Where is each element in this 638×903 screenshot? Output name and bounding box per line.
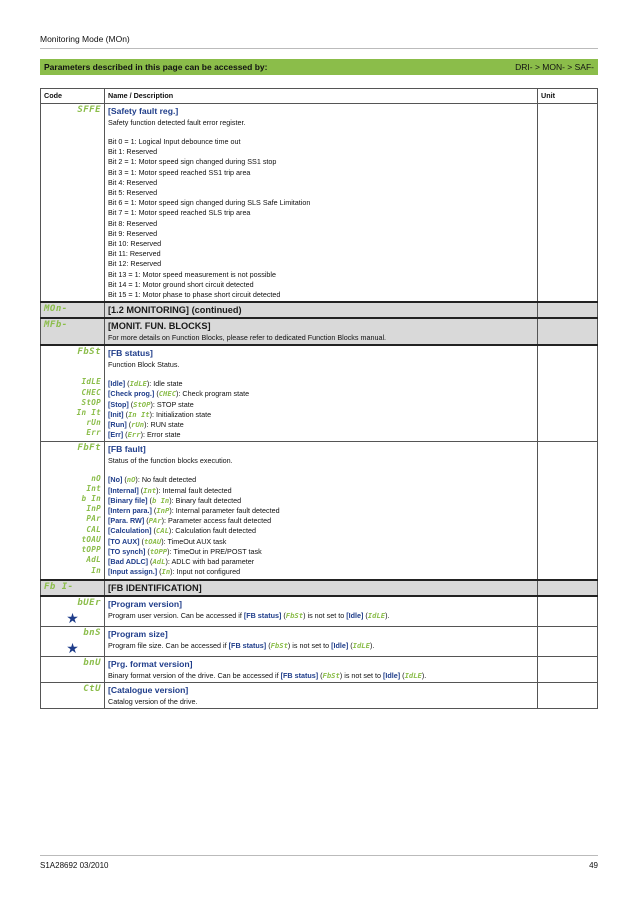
bit-line: Bit 12: Reserved [108,259,162,269]
bit-line: Bit 8: Reserved [108,218,158,228]
option-code: Int [86,483,101,493]
table-row [41,442,598,580]
section-desc: For more details on Function Blocks, please refer to dedicated Function Blocks manual. [108,333,387,343]
table-row [41,596,598,627]
section-title: [FB IDENTIFICATION] [108,582,202,593]
bit-line: Bit 13 = 1: Motor speed measurement is not possible [108,269,276,279]
option-line: [Binary file] (b In): Binary fault detected [108,495,242,505]
col-unit-header: Unit [538,89,598,104]
option-line: [Bad ADLC] (AdL): ADLC with bad parameter [108,557,255,567]
bit-line: Bit 3 = 1: Motor speed reached SS1 trip area [108,167,251,177]
param-title: [Prg. format version] [108,658,193,669]
param-desc: Program user version. Can be accessed if [FB status] (FbSt) is not set to [Idle] (IdLE). [108,610,390,620]
bit-line: Bit 10: Reserved [108,239,162,249]
option-code: tOPP [81,545,101,555]
bit-line: Bit 14 = 1: Motor ground short circuit detected [108,279,254,289]
col-name-header: Name / Description [105,89,538,104]
param-title: [FB fault] [108,444,146,455]
section-row-monitoring [41,302,598,318]
option-line: [Err] (Err): Error state [108,430,181,440]
col-code-header: Code [41,89,105,104]
option-code: tOAU [81,534,101,544]
option-code: Err [86,428,101,438]
option-line: [Input assign.] (In): Input not configured [108,567,241,577]
param-code: FbSt [77,347,101,358]
option-line: [Internal] (Int): Internal fault detected [108,485,232,495]
option-code: InP [86,504,101,514]
option-line: [Para. RW] (PAr): Parameter access fault detected [108,516,272,526]
param-desc: Safety function detected fault error register. [108,118,246,127]
bit-line: Bit 5: Reserved [108,188,158,198]
table-row [41,682,598,708]
param-desc: Status of the function blocks execution. [108,456,233,466]
option-line: [No] (nO): No fault detected [108,475,197,485]
footer-doc-ref: S1A28692 03/2010 [40,861,109,870]
param-title: [FB status] [108,348,153,359]
param-title: [Program version] [108,598,183,609]
bit-line: Bit 15 = 1: Motor phase to phase short circuit detected [108,290,281,300]
option-code: PAr [86,514,101,524]
access-label: Parameters described in this page can be accessed by: [44,62,268,72]
section-code: MFb- [44,320,68,331]
option-line: [Stop] (StOP): STOP state [108,399,194,409]
parameter-table [40,88,598,709]
param-title: [Catalogue version] [108,684,189,695]
bit-line: Bit 1: Reserved [108,147,158,157]
option-line: [Check prog.] (CHEC): Check program state [108,389,250,399]
option-line: [Calculation] (CAL): Calculation fault detected [108,526,257,536]
option-code: rUn [86,418,101,428]
param-desc: Catalog version of the drive. [108,696,198,706]
bit-line: Bit 2 = 1: Motor speed sign changed during SS1 stop [108,157,277,167]
bit-line: Bit 11: Reserved [108,249,161,259]
param-code: CtU [83,683,101,694]
option-code: CHEC [81,387,101,397]
option-line: [TO AUX] (tOAU): TimeOut AUX task [108,536,227,546]
option-code: AdL [86,555,101,565]
param-code: bnU [83,657,101,668]
param-title: [Safety fault reg.] [108,106,179,116]
section-code: MOn- [44,304,68,315]
section-title: [MONIT. FUN. BLOCKS] [108,321,211,332]
bit-line: Bit 4: Reserved [108,177,158,187]
section-continued: (continued) [191,305,242,316]
option-code: CAL [86,524,101,534]
section-row-monit-fun-blocks [41,318,598,345]
option-line: [TO synch] (tOPP): TimeOut in PRE/POST task [108,546,262,556]
bit-line: Bit 0 = 1: Logical Input debounce time out [108,137,241,146]
access-banner [40,59,598,75]
footer-page-number: 49 [589,861,598,870]
section-row-fb-identification [41,580,598,596]
param-desc: Binary format version of the drive. Can be accessed if [FB status] (FbSt) is not set to [Idle] (IdLE). [108,670,427,680]
bit-line: Bit 7 = 1: Motor speed reached SLS trip area [108,208,251,218]
option-code: In It [76,408,101,418]
table-row [41,626,598,656]
option-line: [Run] (rUn): RUN state [108,420,184,430]
table-row [41,345,598,442]
option-code: IdLE [81,377,101,387]
param-code: bUEr [77,597,101,608]
option-code: StOP [81,397,101,407]
star-icon: ★ [66,639,79,656]
param-title: [Program size] [108,628,168,639]
bit-line: Bit 9: Reserved [108,228,158,238]
param-desc: Program file size. Can be accessed if [FB status] (FbSt) is not set to [Idle] (IdLE). [108,640,375,650]
table-header-row [41,89,598,104]
section-title: [1.2 MONITORING] [108,305,189,316]
access-path: DRI- > MON- > SAF- [515,62,594,72]
param-code: bnS [83,627,101,638]
option-line: [Init] (In It): Initialization state [108,409,212,419]
table-row [41,104,598,303]
param-desc: Function Block Status. [108,360,180,370]
option-code: In [91,565,101,575]
star-icon: ★ [66,609,79,626]
section-code: Fb I- [44,581,74,592]
bit-line: Bit 6 = 1: Motor speed sign changed during SLS Safe Limitation [108,198,311,208]
option-code: nO [91,473,101,483]
header-rule [40,48,598,49]
option-code: b In [81,494,101,504]
option-line: [Intern para.] (InP): Internal parameter fault detected [108,506,280,516]
table-row [41,656,598,682]
param-code: SFFE [77,105,101,115]
option-line: [Idle] (IdLE): Idle state [108,379,183,389]
param-code: FbFt [77,443,101,454]
page-header-title: Monitoring Mode (MOn) [40,34,130,44]
footer-rule [40,855,598,856]
